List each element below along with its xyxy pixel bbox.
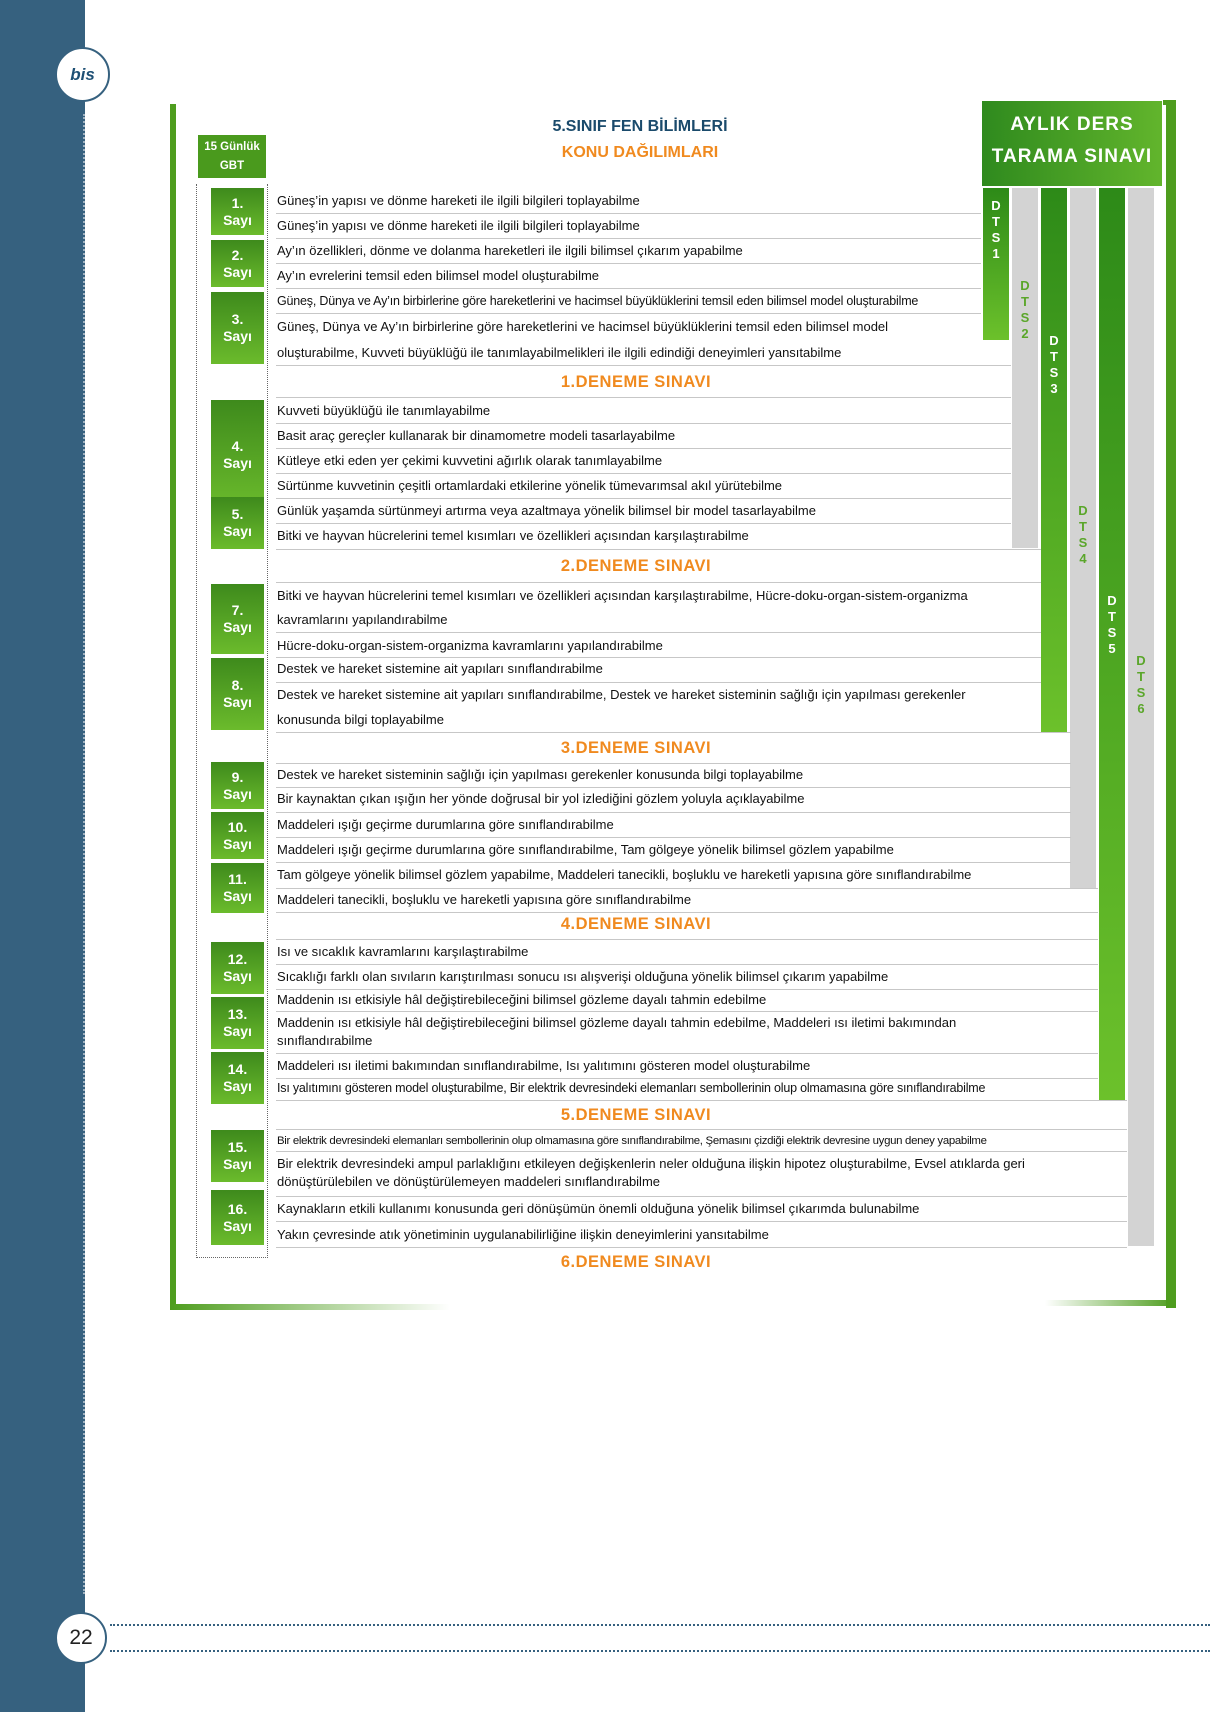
topic-row: konusunda bilgi toplayabilme	[277, 712, 444, 727]
row-divider	[276, 1151, 1127, 1152]
row-divider	[276, 989, 1098, 990]
row-divider	[276, 862, 1071, 863]
topic-row: Maddeleri ışığı geçirme durumlarına göre sınıflandırabilme	[277, 817, 614, 832]
topic-row: Ay’ın özellikleri, dönme ve dolanma hareketleri ile ilgili bilimsel çıkarım yapabilme	[277, 243, 743, 258]
issue-box	[211, 292, 264, 364]
topic-row: Güneş, Dünya ve Ay’ın birbirlerine göre hareketlerini ve hacimsel büyüklüklerini temsil eden bilimsel model	[277, 319, 889, 334]
issue-box	[211, 1130, 264, 1182]
row-divider	[276, 732, 1071, 733]
gbt-line-1: 15 Günlük	[204, 141, 260, 153]
row-divider	[276, 939, 1098, 940]
topic-row: oluşturabilme, Kuvveti büyüklüğü ile tanımlayabilmelikleri ile ilgili edindiği deneyimleri yansıtabilme	[277, 345, 842, 360]
exam-label: 4.DENEME SINAVI	[560, 915, 712, 933]
dts-column-3	[1041, 188, 1067, 732]
issue-box	[211, 863, 264, 913]
issue-number: 16.	[227, 1200, 248, 1217]
issue-box	[211, 762, 264, 809]
row-divider	[276, 787, 1071, 788]
page-subtitle: KONU DAĞILIMLARI	[561, 144, 719, 161]
dts-column-2	[1012, 188, 1038, 548]
logo-dotted-line	[83, 114, 85, 1594]
gbt-header	[198, 135, 266, 178]
dts-letter: D	[991, 198, 1001, 213]
topic-row: Güneş’in yapısı ve dönme hareketi ile ilgili bilgileri toplayabilme	[277, 193, 640, 208]
dts-letter: S	[1078, 535, 1088, 550]
topic-row: Tam gölgeye yönelik bilimsel gözlem yapabilme, Maddeleri tanecikli, boşluklu ve hareketli yapısına göre sınıflandırabilme	[277, 867, 972, 882]
left-sidebar-band	[0, 0, 85, 1712]
topic-row: Kaynakların etkili kullanımı konusunda geri dönüşümün önemli olduğuna yönelik bilimsel çıkarımda bulunabilme	[277, 1201, 920, 1216]
aylik-line-1: AYLIK DERS	[1010, 114, 1134, 135]
row-divider	[276, 1011, 1098, 1012]
frame-right-bar	[1166, 100, 1176, 1308]
topic-row: Bitki ve hayvan hücrelerini temel kısımları ve özellikleri açısından karşılaştırabilme	[277, 528, 749, 543]
topic-row: Destek ve hareket sistemine ait yapıları sınıflandırabilme, Destek ve hareket sisteminin sağlığı için yapılması gerekenler	[277, 687, 966, 702]
issue-number: 5.	[231, 506, 244, 522]
dts-letter: S	[991, 230, 1001, 245]
issue-label: Sayı	[223, 1156, 252, 1172]
issue-label: Sayı	[223, 263, 252, 280]
topic-row: Güneş’in yapısı ve dönme hareketi ile ilgili bilgileri toplayabilme	[277, 218, 640, 233]
dts-letter: D	[1078, 503, 1088, 518]
footer-dotted-line-top	[110, 1624, 1210, 1626]
page-title: 5.SINIF FEN BİLİMLERİ	[552, 118, 728, 135]
row-divider	[276, 365, 1011, 366]
dts-number: 1	[992, 246, 1000, 261]
page-number: 22	[55, 1612, 107, 1664]
issue-label: Sayı	[223, 1217, 252, 1234]
issue-box	[211, 1052, 264, 1104]
issue-number: 3.	[231, 311, 244, 327]
issue-box	[211, 812, 264, 859]
row-divider	[276, 498, 1011, 499]
topic-row: Basit araç gereçler kullanarak bir dinamometre modeli tasarlayabilme	[277, 428, 676, 443]
topic-row: Sıcaklığı farklı olan sıvıların karıştırılması sonucu ısı alışverişi olduğuna yönelik bilimsel çıkarım yapabilme	[277, 969, 889, 984]
row-divider	[276, 1221, 1127, 1222]
topic-row: Bir elektrik devresindeki ampul parlaklığını etkileyen değişkenlerin neler olduğuna ilişkin hipotez oluşturabilme, Evsel atıklarda geri dönüştürülebilen ve dönüştürülemeyen maddeleri sınıflandırabilme	[277, 1156, 1025, 1189]
topic-row: Kütleye etki eden yer çekimi kuvvetini ağırlık olarak tanımlayabilme	[277, 453, 663, 468]
row-divider	[276, 549, 1041, 550]
row-divider	[276, 763, 1071, 764]
dts-column-6	[1128, 188, 1154, 1246]
row-divider	[276, 263, 981, 264]
dts-letter: D	[1107, 593, 1117, 608]
dts-letter: S	[1049, 365, 1059, 380]
row-divider	[276, 423, 1011, 424]
issue-label: Sayı	[223, 1078, 252, 1094]
topic-row: Maddenin ısı etkisiyle hâl değiştirebileceğini bilimsel gözleme dayalı tahmin edebilme	[277, 992, 767, 1007]
row-divider	[276, 632, 1041, 633]
issue-number: 11.	[228, 871, 247, 887]
topic-row: Isı ve sıcaklık kavramlarını karşılaştırabilme	[277, 944, 529, 959]
exam-label: 2.DENEME SINAVI	[560, 557, 712, 575]
topic-row: Bir elektrik devresindeki elemanları sembollerinin olup olmamasına göre sınıflandırabilme, Şemasını çizdiği elektrik devresine uygun deney yapabilme	[277, 1135, 987, 1147]
issue-number: 8.	[231, 677, 244, 693]
dts-number: 4	[1079, 551, 1087, 566]
issue-box	[211, 942, 264, 994]
issue-label: Sayı	[223, 835, 252, 852]
issue-box	[211, 497, 264, 549]
row-divider	[276, 213, 981, 214]
topic-row: Sürtünme kuvvetinin çeşitli ortamlardaki etkilerine yönelik tümevarımsal akıl yürütebilme	[277, 478, 783, 493]
row-divider	[276, 912, 1098, 913]
dts-letter: D	[1049, 333, 1059, 348]
issue-number: 10.	[227, 818, 248, 835]
exam-label: 5.DENEME SINAVI	[560, 1106, 712, 1124]
topic-row: Maddeleri ısı iletimi bakımından sınıflandırabilme, Isı yalıtımını gösteren model oluşturabilme	[277, 1058, 811, 1073]
issue-label: Sayı	[223, 328, 252, 344]
issue-label: Sayı	[223, 455, 252, 471]
topic-row: Maddeleri tanecikli, boşluklu ve hareketli yapısına göre sınıflandırabilme	[277, 892, 692, 907]
row-divider	[276, 448, 1011, 449]
row-divider	[276, 288, 981, 289]
row-divider	[276, 313, 981, 314]
gbt-line-2: GBT	[219, 160, 245, 172]
issue-number: 9.	[231, 768, 244, 785]
dts-letter: T	[1021, 294, 1029, 309]
row-divider	[276, 1129, 1127, 1130]
issue-box	[211, 658, 264, 730]
dts-letter: T	[1108, 609, 1116, 624]
topic-row: Yakın çevresinde atık yönetiminin uygulanabilirliğine ilişkin deneyimlerini yansıtabilme	[277, 1227, 769, 1242]
topic-row: Maddenin ısı etkisiyle hâl değiştirebileceğini bilimsel gözleme dayalı tahmin edebilme, Maddeleri ısı iletimi bakımından sınıflandırabilme	[277, 1015, 957, 1048]
row-divider	[276, 473, 1011, 474]
frame-left-bar	[170, 104, 176, 1310]
topic-row: Maddeleri ışığı geçirme durumlarına göre sınıflandırabilme, Tam gölgeye yönelik bilimsel gözlem yapabilme	[277, 842, 894, 857]
topic-row: Destek ve hareket sistemine ait yapıları sınıflandırabilme	[277, 661, 603, 676]
row-divider	[276, 657, 1041, 658]
dts-letter: T	[1079, 519, 1087, 534]
dts-letter: T	[1050, 349, 1058, 364]
bis-logo: bis	[55, 47, 110, 102]
topic-row: Kuvveti büyüklüğü ile tanımlayabilme	[277, 403, 491, 418]
monthly-exam-header	[982, 101, 1162, 186]
exam-label: 1.DENEME SINAVI	[560, 373, 712, 391]
topic-row: Isı yalıtımını gösteren model oluşturabilme, Bir elektrik devresindeki elemanları sembollerinin olup olmamasına göre sınıflandırabilme	[277, 1081, 986, 1095]
issue-number: 2.	[231, 246, 244, 263]
row-divider	[276, 888, 1098, 889]
issue-label: Sayı	[223, 968, 252, 984]
topic-row: Hücre-doku-organ-sistem-organizma kavramlarını yapılandırabilme	[277, 638, 663, 653]
row-divider	[276, 523, 1011, 524]
topic-row: Güneş, Dünya ve Ay’ın birbirlerine göre hareketlerini ve hacimsel büyüklüklerini temsil eden bilimsel model oluşturabilme	[277, 294, 919, 308]
row-divider	[276, 582, 1041, 583]
logo-pin	[82, 102, 85, 114]
topic-row: Bitki ve hayvan hücrelerini temel kısımları ve özellikleri açısından karşılaştırabilme, Hücre-doku-organ-sistem-organizma	[277, 588, 968, 603]
issue-number: 1.	[231, 194, 244, 211]
topic-row: Destek ve hareket sisteminin sağlığı için yapılması gerekenler konusunda bilgi toplayabilme	[277, 767, 804, 782]
dts-letter: S	[1020, 310, 1030, 325]
issue-box	[211, 188, 264, 235]
dts-number: 6	[1137, 701, 1145, 716]
aylik-line-2: TARAMA SINAVI	[991, 146, 1153, 167]
issue-box	[211, 400, 264, 510]
issue-number: 7.	[231, 602, 244, 618]
issue-label: Sayı	[223, 523, 252, 539]
issue-number: 14.	[227, 1061, 248, 1077]
dts-letter: T	[992, 214, 1000, 229]
exam-label: 3.DENEME SINAVI	[560, 739, 712, 757]
issue-box	[211, 997, 264, 1049]
frame-bottom-right-bar	[1045, 1300, 1175, 1306]
frame-bottom-bar	[170, 1304, 450, 1310]
footer-dotted-line-bottom	[110, 1650, 1210, 1652]
issue-label: Sayı	[223, 619, 252, 635]
dts-letter: S	[1136, 685, 1146, 700]
issue-box	[211, 584, 264, 654]
dts-letter: S	[1107, 625, 1117, 640]
topic-row: kavramlarını yapılandırabilme	[277, 612, 448, 627]
row-divider	[276, 1100, 1127, 1101]
issue-label: Sayı	[223, 785, 252, 802]
issue-number: 4.	[231, 438, 244, 454]
row-divider	[276, 812, 1071, 813]
issue-number: 13.	[227, 1006, 248, 1022]
dts-column-4	[1070, 188, 1096, 888]
issue-label: Sayı	[223, 694, 252, 710]
topic-row: Günlük yaşamda sürtünmeyi artırma veya azaltmaya yönelik bilimsel bir model tasarlayabilme	[277, 503, 816, 518]
issue-number: 15.	[227, 1139, 248, 1155]
frame-top-right	[1163, 100, 1176, 105]
row-divider	[276, 1247, 1127, 1248]
row-divider	[276, 397, 1011, 398]
dts-number: 3	[1050, 381, 1058, 396]
dts-column-1	[983, 188, 1009, 340]
dts-letter: D	[1020, 278, 1030, 293]
topic-row: Ay’ın evrelerini temsil eden bilimsel model oluşturabilme	[277, 268, 600, 283]
issue-box	[211, 240, 264, 287]
dts-column-5	[1099, 188, 1125, 1100]
issue-label: Sayı	[223, 1023, 252, 1039]
issue-label: Sayı	[223, 888, 252, 904]
exam-label: 6.DENEME SINAVI	[560, 1253, 712, 1271]
issue-box	[211, 1190, 264, 1245]
row-divider	[276, 1053, 1098, 1054]
dts-number: 5	[1108, 641, 1116, 656]
row-divider	[276, 1196, 1127, 1197]
dts-letter: D	[1136, 653, 1146, 668]
row-divider	[276, 964, 1098, 965]
issue-label: Sayı	[223, 211, 252, 228]
topic-row: Bir kaynaktan çıkan ışığın her yönde doğrusal bir yol izlediğini gözlem yoluyla açıklayabilme	[277, 791, 805, 806]
row-divider	[276, 238, 981, 239]
row-divider	[276, 837, 1071, 838]
dts-letter: T	[1137, 669, 1145, 684]
issue-number: 12.	[227, 951, 248, 967]
dts-number: 2	[1021, 326, 1029, 341]
row-divider	[276, 682, 1041, 683]
